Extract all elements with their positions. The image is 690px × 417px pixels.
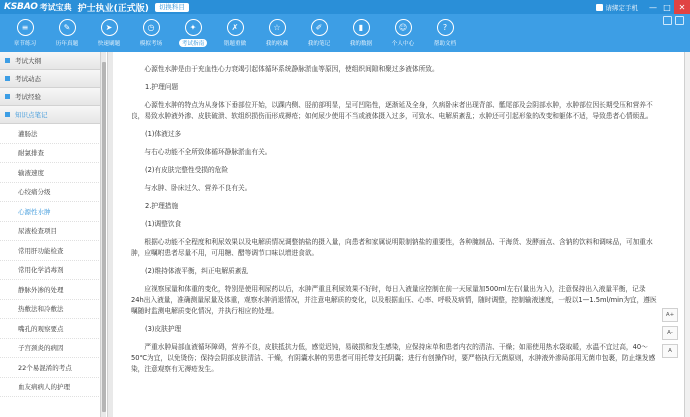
article-paragraph: 应视察尿量和体重的变化，特别是使用利尿药以后，水肿严重且利尿效果不好时，每日入液量应控制在前一天尿量加500ml左右(量出为入)，注意保持出入液量平衡，记录24h出入液量，准确测量尿量及体重，观察水肿消退情况，并注意电解质的变化，以及根据血压、心率、呼吸及病情，随时调整，控制输液速度，一般以1—1.5ml/min为宜，遵医嘱随时监测电解质变化情况，并执行相应的处理。 [131,285,657,315]
sidebar-section-label: 考试动态 [15,75,41,83]
toolbar-right-icons [660,14,690,52]
switch-subject-button[interactable]: 切换科目 [155,3,189,12]
sidebar-item[interactable]: 22个易混淆的考点 [0,358,105,378]
sidebar-item[interactable]: 输液速度 [0,163,105,183]
toolbar-item-5[interactable] [214,14,256,52]
toolbar-icon: ✎ [59,19,76,36]
toolbar-item-7[interactable] [298,14,340,52]
sidebar-scrollbar[interactable] [100,52,106,417]
toolbar-icon: ☺ [395,19,412,36]
font-increase-button[interactable]: A+ [662,308,678,322]
sidebar-section-0[interactable] [0,52,105,70]
close-button[interactable]: ✕ [674,0,690,14]
skin-icon[interactable] [675,16,684,25]
article-content [113,52,657,417]
toolbar-item-label: 模拟考场 [139,41,163,47]
article-paragraph: (2)有皮肤完整性受损的危险 [145,166,229,174]
toolbar-icon: ▮ [353,19,370,36]
bind-phone-label: 请绑定手机 [605,3,638,12]
main-toolbar [0,14,690,52]
sidebar-scroll-thumb[interactable] [102,62,106,412]
sidebar-item[interactable]: 热敷法和冷敷法 [0,300,105,320]
section-bullet-icon [5,76,10,81]
sidebar-item[interactable]: 灌肠法 [0,124,105,144]
bind-phone-link[interactable] [596,3,639,12]
toolbar-item-8[interactable] [340,14,382,52]
sidebar-item[interactable]: 心源性水肿 [0,202,105,222]
toolbar-icon: ✐ [311,19,328,36]
toolbar-item-label: 我的笔记 [307,41,331,47]
article-paragraph: (1)调整饮食 [145,220,182,228]
sidebar-section-label: 知识点笔记 [15,111,48,119]
section-bullet-icon [5,94,10,99]
article-paragraph: 与右心功能不全所致体循环静脉淤血有关。 [144,148,272,156]
user-icon [596,4,603,11]
sidebar-item[interactable]: 心绞痛分级 [0,183,105,203]
toolbar-icon: ◷ [143,19,160,36]
sidebar-section-label: 考试大纲 [15,57,41,65]
toolbar-item-0[interactable] [4,14,46,52]
sidebar-section-1[interactable] [0,70,105,88]
sidebar-item[interactable]: 血友病病人的护理 [0,378,105,398]
article-paragraph: (1)体液过多 [145,130,182,138]
sidebar-section-3[interactable] [0,106,105,124]
article-paragraph: 2.护理措施 [145,202,179,210]
toolbar-item-6[interactable] [256,14,298,52]
toolbar-item-label: 个人中心 [391,41,415,47]
app-title: 护士执业(正式版) [77,3,149,14]
sidebar-item[interactable]: 常用肝功能检查 [0,241,105,261]
toolbar-icon: ≡ [17,19,34,36]
toolbar-item-10[interactable] [424,14,466,52]
font-reset-button[interactable]: A [662,344,678,358]
toolbar-icon: ✦ [185,19,202,36]
toolbar-item-1[interactable] [46,14,88,52]
toolbar-item-label: 我的数据 [349,41,373,47]
sidebar-item[interactable]: 尿液检查项目 [0,222,105,242]
sidebar-section-label: 考试经验 [15,93,41,101]
toolbar-item-9[interactable] [382,14,424,52]
minimize-button[interactable]: — [649,2,657,12]
maximize-button[interactable]: □ [663,2,671,12]
app-logo-subtitle: 考试宝典 [39,2,72,12]
toolbar-item-4[interactable] [172,14,214,52]
sidebar-item[interactable]: 常用化学消毒剂 [0,261,105,281]
article-paragraph: 1.护理问题 [145,83,179,91]
toolbar-item-label: 错题重做 [223,41,247,47]
article-paragraph: (2)维持体液平衡，纠正电解质紊乱 [145,267,249,275]
toolbar-item-2[interactable] [88,14,130,52]
window-controls [596,0,690,14]
sidebar-item[interactable]: 静脉外渗的处理 [0,280,105,300]
toolbar-item-3[interactable] [130,14,172,52]
toolbar-item-label: 帮助文档 [433,41,457,47]
toolbar-icon: ? [437,19,454,36]
settings-icon[interactable] [663,16,672,25]
article-paragraph: 心源性水肿的特点为从身体下垂部位开始，以踝内侧、胫前部明显，呈可凹陷性，逐渐延及全身，久病卧床者出现背部、骶尾部及会阴部水肿，水肿部位因长期受压和营养不良，易致水肿液外渗、皮肤破溃、软组织损伤而形成褥疮；如何尿少使用不当或液体摄入过多，可致水、电解质紊乱；水肿还可引起形象的改变和躯体不适，导致患者心情烦乱。 [131,101,653,120]
content-scrollbar[interactable] [684,52,690,417]
section-bullet-icon [5,112,10,117]
sidebar-item[interactable]: 嘴孔的观察要点 [0,319,105,339]
sidebar-section-2[interactable] [0,88,105,106]
toolbar-item-label: 历年真题 [55,41,79,47]
toolbar-icon: ➤ [101,19,118,36]
font-decrease-button[interactable]: A- [662,326,678,340]
title-bar [0,0,690,14]
article-paragraph: 根据心功能不全程度和利尿效果以及电解质情况调整钠盐的摄入量，向患者和家属说明限制钠盐的重要性，各种腌制品、干海货、发酵面点、含钠的饮料和调味品，可加重水肿，应嘱咐患者尽量不用，可用糖、醋等调节口味以增进食欲。 [131,238,653,257]
toolbar-icon: ✗ [227,19,244,36]
sidebar-item[interactable]: 子宫颈炎的病因 [0,339,105,359]
sidebar-item[interactable]: 耐氯排查 [0,144,105,164]
article-paragraph: 严重水肿局部血液循环障碍，营养不良，皮肤抵抗力低，感觉迟钝，易破损和发生感染，应保持床单和患者内衣的清洁、干燥；如需使用热水袋取暖，水温不宜过高，40～50℃为宜，以免烫伤；保持会阴部皮肤清洁、干燥，有阴囊水肿的男患者可用托带支托阴囊；进行有创操作时，要严格执行无菌原则，水肿液外渗局部用无菌巾包裹，防止继发感染，注意观察有无褥疮发生。 [131,343,656,373]
article-paragraph: 与水肿、卧床过久、营养不良有关。 [144,184,252,192]
toolbar-item-label: 章节练习 [13,41,37,47]
toolbar-icon: ☆ [269,19,286,36]
toolbar-item-label: 我的收藏 [265,41,289,47]
article-paragraph: 心源性水肿是由于充血性心力衰竭引起体循环系统静脉淤血等原因，使组织间隙和聚过多液体所致。 [144,65,439,73]
toolbar-item-label: 考试指南 [179,39,207,47]
section-bullet-icon [5,58,10,63]
article-paragraph: (3)皮肤护理 [145,325,182,333]
sidebar [0,52,106,417]
app-logo: KSBAO [4,2,38,12]
toolbar-item-label: 快速刷题 [97,41,121,47]
